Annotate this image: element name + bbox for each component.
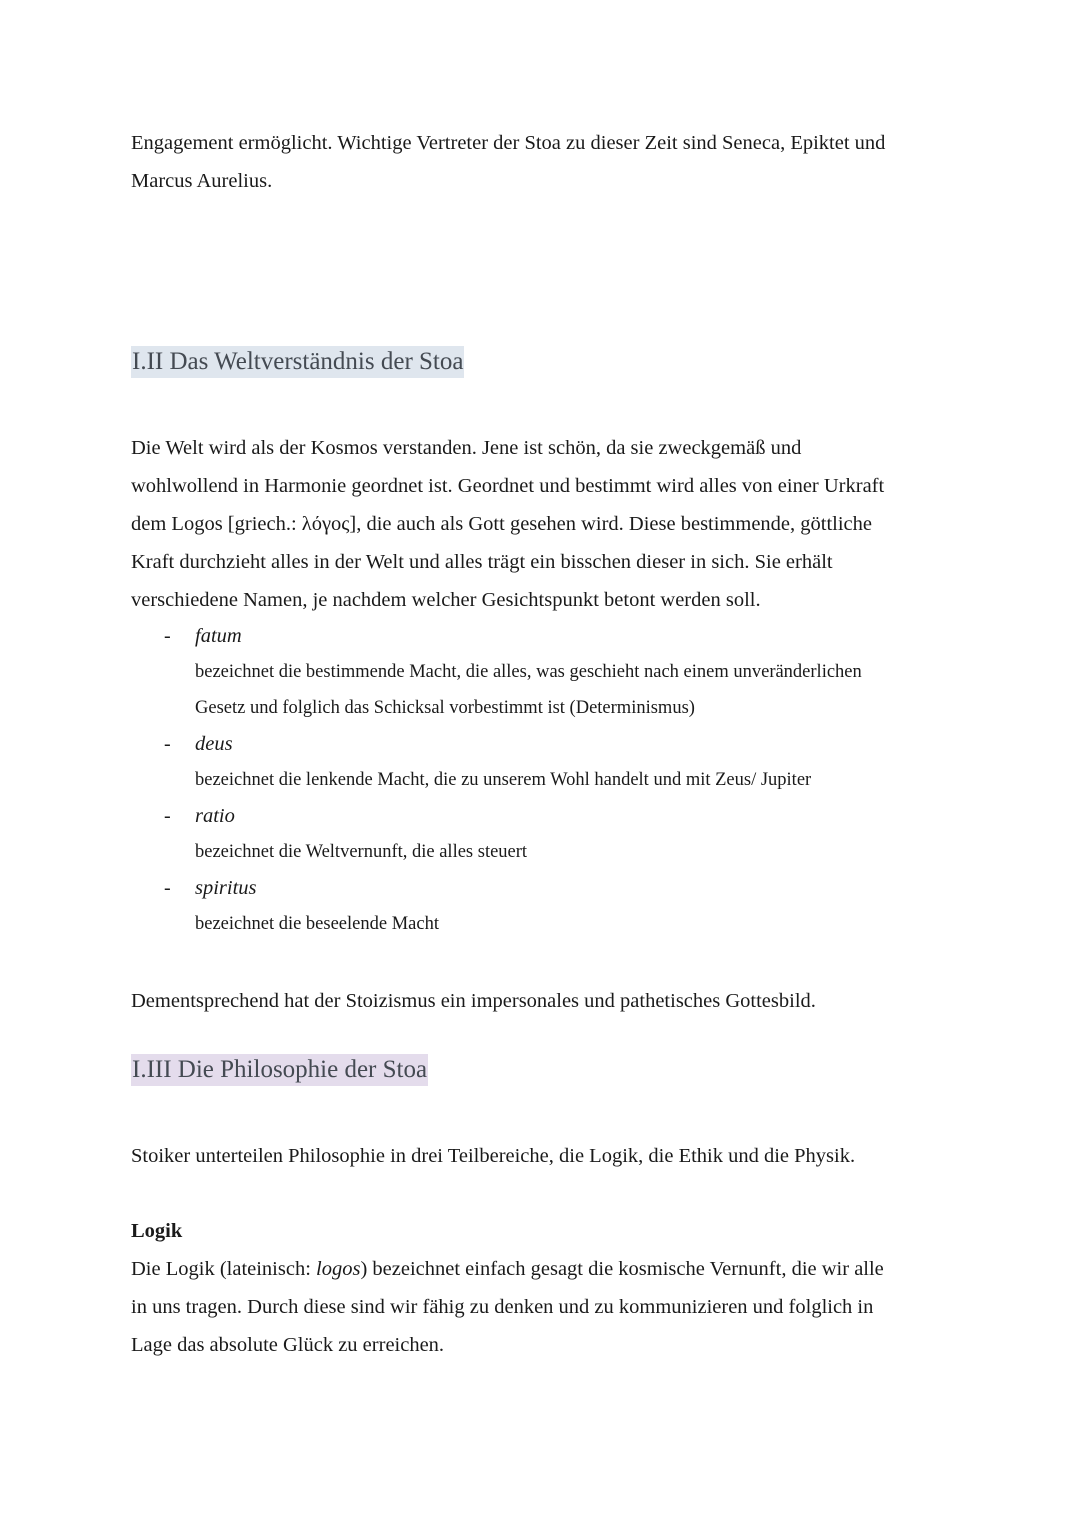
- section-3-intro: Stoiker unterteilen Philosophie in drei Teilbereiche, die Logik, die Ethik und die Physik.: [131, 1145, 856, 1167]
- term-label: spiritus: [195, 877, 257, 899]
- term-description: bezeichnet die bestimmende Macht, die alles, was geschieht nach einem unveränderlichen: [195, 662, 862, 682]
- logik-line: Lage das absolute Glück zu erreichen.: [131, 1334, 445, 1356]
- section-2-paragraph: [131, 429, 884, 619]
- logik-term: logos: [316, 1258, 361, 1280]
- term-item-fatum: [131, 618, 951, 726]
- section-2-heading-wrap: [131, 346, 464, 378]
- intro-line: Marcus Aurelius.: [131, 170, 273, 192]
- term-definition-list: [131, 618, 951, 942]
- term-description: bezeichnet die Weltvernunft, die alles steuert: [195, 842, 528, 862]
- term-label: fatum: [195, 625, 242, 647]
- term-description: bezeichnet die lenkende Macht, die zu unserem Wohl handelt und mit Zeus/ Jupiter: [195, 770, 812, 790]
- section-2-line: wohlwollend in Harmonie geordnet ist. Geordnet und bestimmt wird alles von einer Urkraft: [131, 475, 885, 497]
- section-2-line: Die Welt wird als der Kosmos verstanden. Jene ist schön, da sie zweckgemäß und: [131, 437, 802, 459]
- logik-label: Logik: [131, 1220, 183, 1242]
- list-dash: -: [164, 625, 171, 647]
- list-dash: -: [164, 733, 171, 755]
- term-item-ratio: [131, 798, 951, 870]
- section-2-line: verschiedene Namen, je nachdem welcher Gesichtspunkt betont werden soll.: [131, 589, 761, 611]
- term-description: bezeichnet die beseelende Macht: [195, 914, 439, 934]
- intro-paragraph: [131, 124, 885, 200]
- logik-text: ) bezeichnet einfach gesagt die kosmische Vernunft, die wir alle: [360, 1258, 884, 1280]
- list-dash: -: [164, 877, 171, 899]
- term-label: deus: [195, 733, 233, 755]
- list-dash: -: [164, 805, 171, 827]
- term-label: ratio: [195, 805, 235, 827]
- logik-block: [131, 1212, 951, 1364]
- section-3-heading: I.III Die Philosophie der Stoa: [131, 1054, 428, 1086]
- intro-line: Engagement ermöglicht. Wichtige Vertreter der Stoa zu dieser Zeit sind Seneca, Epiktet und: [131, 132, 886, 154]
- section-3-heading-wrap: [131, 1054, 428, 1086]
- logik-text: Die Logik (lateinisch:: [131, 1258, 317, 1280]
- section-2-heading: I.II Das Weltverständnis der Stoa: [131, 346, 464, 378]
- section-2-line: dem Logos [griech.: λόγος], die auch als Gott gesehen wird. Diese bestimmende, göttliche: [131, 513, 873, 535]
- section-2-conclusion: Dementsprechend hat der Stoizismus ein impersonales und pathetisches Gottesbild.: [131, 990, 816, 1012]
- term-item-spiritus: [131, 870, 951, 942]
- logik-line: [131, 1250, 951, 1288]
- term-item-deus: [131, 726, 951, 798]
- term-description: Gesetz und folglich das Schicksal vorbestimmt ist (Determinismus): [195, 698, 695, 718]
- section-2-line: Kraft durchzieht alles in der Welt und alles trägt ein bisschen dieser in sich. Sie erhält: [131, 551, 833, 573]
- logik-line: in uns tragen. Durch diese sind wir fähig zu denken und zu kommunizieren und folglich in: [131, 1296, 874, 1318]
